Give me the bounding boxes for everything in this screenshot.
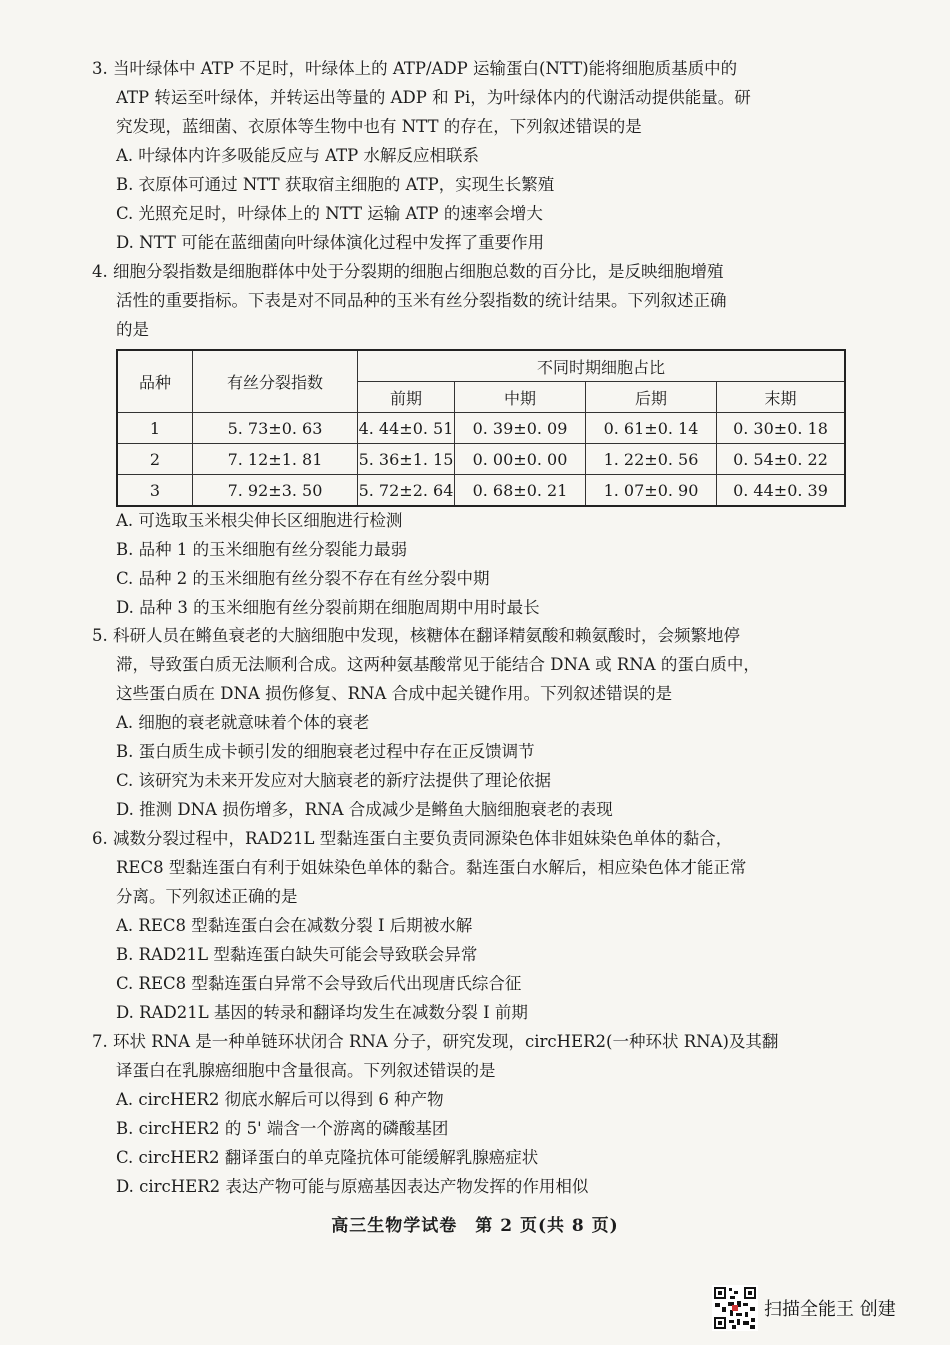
table-header-variety: 品种 [117,350,193,413]
table-header-index: 有丝分裂指数 [193,350,358,413]
table-cell: 0. 39±0. 09 [455,413,586,444]
table-cell: 5. 36±1. 15 [358,444,455,475]
question-3-option-d: D. NTT 可能在蓝细菌向叶绿体演化过程中发挥了重要作用 [116,233,545,252]
table-cell: 3 [117,475,193,507]
table-cell: 0. 61±0. 14 [586,413,717,444]
question-6-option-d: D. RAD21L 基因的转录和翻译均发生在减数分裂 I 前期 [116,1003,528,1022]
question-3-stem-line: 3. 当叶绿体中 ATP 不足时，叶绿体上的 ATP/ADP 运输蛋白(NTT)能将细胞质基质中的 [92,59,738,78]
page-footer: 高三生物学试卷 第 2 页(共 8 页) [331,1216,619,1236]
table-header-phase: 末期 [717,382,846,413]
table-header-row [117,350,845,382]
table-header-phase: 中期 [455,382,586,413]
table-cell: 0. 54±0. 22 [717,444,846,475]
question-3-stem-line: 究发现，蓝细菌、衣原体等生物中也有 NTT 的存在，下列叙述错误的是 [116,117,642,136]
question-5-option-c: C. 该研究为未来开发应对大脑衰老的新疗法提供了理论依据 [116,771,552,790]
question-4-stem-line: 活性的重要指标。下表是对不同品种的玉米有丝分裂指数的统计结果。下列叙述正确 [116,291,727,310]
table-row [117,444,845,475]
question-7-option-c: C. circHER2 翻译蛋白的单克隆抗体可能缓解乳腺癌症状 [116,1148,539,1167]
question-3 [92,54,852,257]
question-6-option-b: B. RAD21L 型黏连蛋白缺失可能会导致联会异常 [116,945,478,964]
question-4-option-d: D. 品种 3 的玉米细胞有丝分裂前期在细胞周期中用时最长 [116,598,540,617]
table-cell: 5. 73±0. 63 [193,413,358,444]
table-row [117,475,845,507]
question-4-options [92,506,852,622]
question-7-option-a: A. circHER2 彻底水解后可以得到 6 种产物 [116,1090,444,1109]
table-cell: 7. 12±1. 81 [193,444,358,475]
question-4-stem-line: 的是 [116,320,149,339]
question-4 [92,257,852,344]
table-cell: 0. 44±0. 39 [717,475,846,507]
question-4-stem-line: 4. 细胞分裂指数是细胞群体中处于分裂期的细胞占细胞总数的百分比，是反映细胞增殖 [92,262,724,281]
question-5-option-a: A. 细胞的衰老就意味着个体的衰老 [116,713,370,732]
scanner-label: 扫描全能王 创建 [764,1299,896,1320]
question-6-stem-line: REC8 型黏连蛋白有利于姐妹染色单体的黏合。黏连蛋白水解后，相应染色体才能正常 [116,858,747,877]
table-cell: 1 [117,413,193,444]
question-3-option-a: A. 叶绿体内许多吸能反应与 ATP 水解反应相联系 [116,146,480,165]
table-cell: 0. 00±0. 00 [455,444,586,475]
question-5-option-d: D. 推测 DNA 损伤增多，RNA 合成减少是鳉鱼大脑细胞衰老的表现 [116,800,613,819]
question-7-option-b: B. circHER2 的 5' 端含一个游离的磷酸基团 [116,1119,449,1138]
question-6 [92,824,852,1027]
question-4-option-c: C. 品种 2 的玉米细胞有丝分裂不存在有丝分裂中期 [116,569,490,588]
table-cell: 4. 44±0. 51 [358,413,455,444]
question-5-option-b: B. 蛋白质生成卡顿引发的细胞衰老过程中存在正反馈调节 [116,742,535,761]
question-7 [92,1027,852,1201]
question-6-option-a: A. REC8 型黏连蛋白会在减数分裂 I 后期被水解 [116,916,473,935]
question-6-stem-line: 分离。下列叙述正确的是 [116,887,298,906]
table-header-group: 不同时期细胞占比 [358,350,846,382]
table-cell: 7. 92±3. 50 [193,475,358,507]
question-5 [92,621,852,824]
question-6-option-c: C. REC8 型黏连蛋白异常不会导致后代出现唐氏综合征 [116,974,522,993]
question-6-stem-line: 6. 减数分裂过程中，RAD21L 型黏连蛋白主要负责同源染色体非姐妹染色单体的黏合， [92,829,733,848]
question-3-stem-line: ATP 转运至叶绿体，并转运出等量的 ADP 和 Pi，为叶绿体内的代谢活动提供能量。研 [116,88,751,107]
question-4-option-a: A. 可选取玉米根尖伸长区细胞进行检测 [116,511,403,530]
scanner-watermark [712,1285,896,1331]
table-cell: 2 [117,444,193,475]
table-cell: 0. 68±0. 21 [455,475,586,507]
question-7-stem-line: 译蛋白在乳腺癌细胞中含量很高。下列叙述错误的是 [116,1061,496,1080]
question-5-stem-line: 滞，导致蛋白质无法顺利合成。这两种氨基酸常见于能结合 DNA 或 RNA 的蛋白质中， [116,655,760,674]
question-3-option-b: B. 衣原体可通过 NTT 获取宿主细胞的 ATP，实现生长繁殖 [116,175,555,194]
table-row [117,413,845,444]
question-7-option-d: D. circHER2 表达产物可能与原癌基因表达产物发挥的作用相似 [116,1177,589,1196]
table-cell: 0. 30±0. 18 [717,413,846,444]
question-3-option-c: C. 光照充足时，叶绿体上的 NTT 运输 ATP 的速率会增大 [116,204,543,223]
table-cell: 5. 72±2. 64 [358,475,455,507]
question-5-stem-line: 5. 科研人员在鳉鱼衰老的大脑细胞中发现，核糖体在翻译精氨酸和赖氨酸时，会频繁地停 [92,626,740,645]
table-cell: 1. 22±0. 56 [586,444,717,475]
qr-code-icon [712,1285,758,1331]
table-header-phase: 前期 [358,382,455,413]
question-5-stem-line: 这些蛋白质在 DNA 损伤修复、RNA 合成中起关键作用。下列叙述错误的是 [116,684,673,703]
mitotic-index-table [116,349,846,507]
question-4-option-b: B. 品种 1 的玉米细胞有丝分裂能力最弱 [116,540,408,559]
table-header-phase: 后期 [586,382,717,413]
table-cell: 1. 07±0. 90 [586,475,717,507]
question-7-stem-line: 7. 环状 RNA 是一种单链环状闭合 RNA 分子，研究发现，circHER2(一种环状 RNA)及其翻 [92,1032,779,1051]
